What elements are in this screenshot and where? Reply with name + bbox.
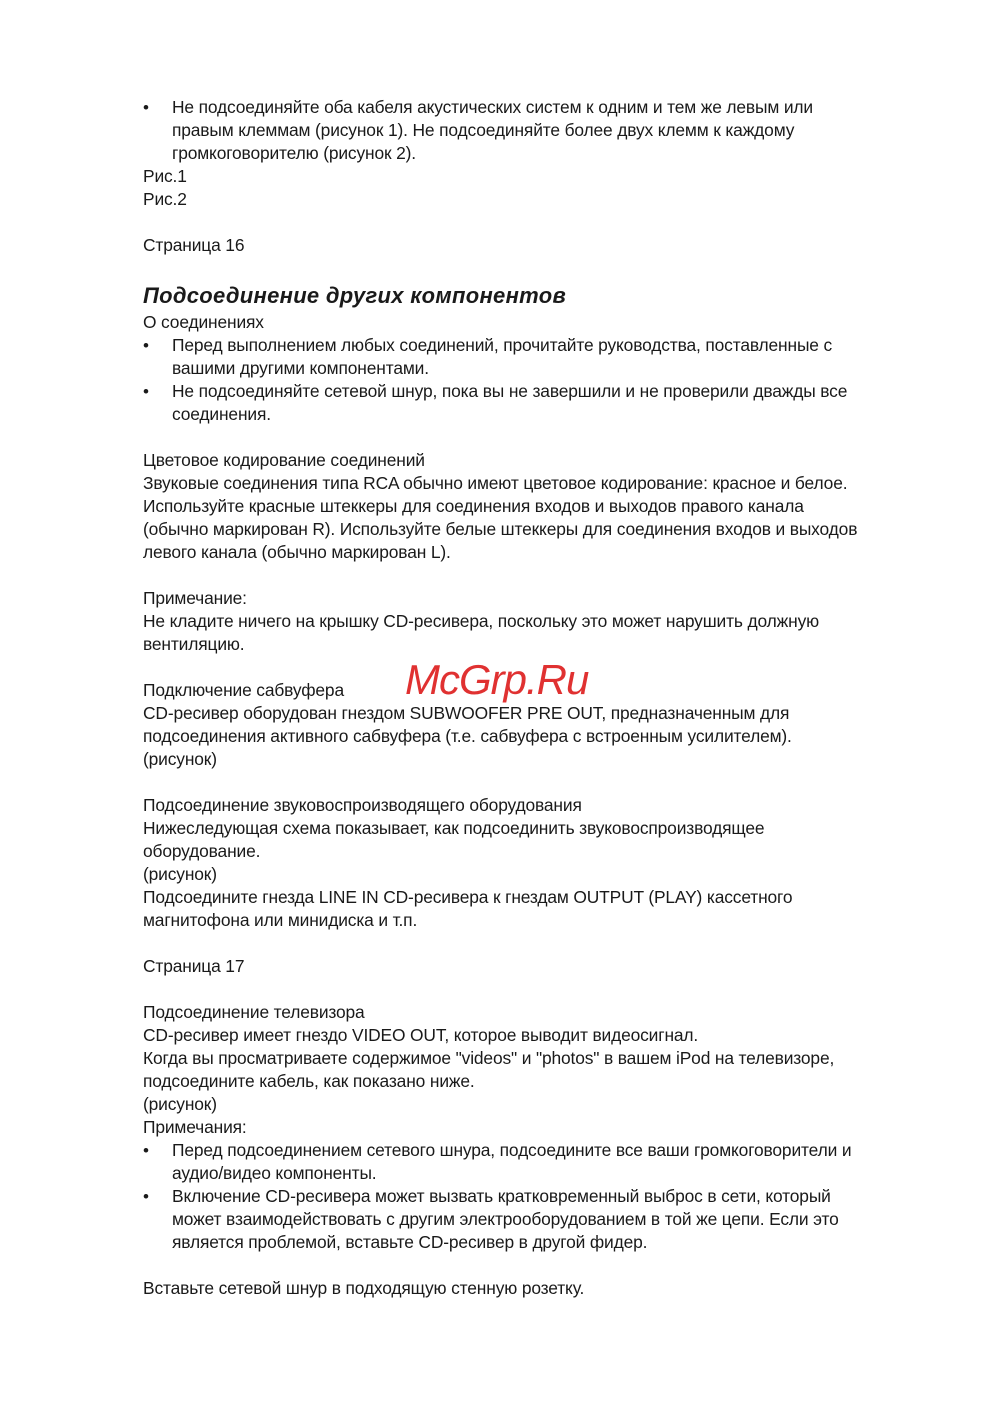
blank-line xyxy=(143,771,943,794)
bullet-icon: • xyxy=(143,98,149,117)
text-line: является проблемой, вставьте CD-ресивер в другой фидер. xyxy=(172,1232,648,1252)
paragraph xyxy=(143,165,943,211)
text-line: Подсоединение звуковоспроизводящего оборудования xyxy=(143,795,582,815)
paragraph xyxy=(143,1001,943,1139)
text-line: О соединениях xyxy=(143,312,264,332)
bullet-icon: • xyxy=(143,336,149,355)
bullet-item xyxy=(143,1139,943,1185)
text-line: Подсоедините гнезда LINE IN CD-ресивера к гнездам OUTPUT (PLAY) кассетного xyxy=(143,887,793,907)
text-line: (рисунок) xyxy=(143,864,217,884)
blank-line xyxy=(143,257,943,280)
blank-line xyxy=(143,978,943,1001)
text-line: вентиляцию. xyxy=(143,634,245,654)
text-line: Не подсоединяйте оба кабеля акустических систем к одним и тем же левым или xyxy=(172,97,813,117)
text-line: может взаимодействовать с другим электрооборудованием в той же цепи. Если это xyxy=(172,1209,839,1229)
text-line: (обычно маркирован R). Используйте белые штеккеры для соединения входов и выходов xyxy=(143,519,858,539)
text-line: CD-ресивер имеет гнездо VIDEO OUT, которое выводит видеосигнал. xyxy=(143,1025,699,1045)
text-line: правым клеммам (рисунок 1). Не подсоединяйте более двух клемм к каждому xyxy=(172,120,795,140)
text-line: (рисунок) xyxy=(143,1094,217,1114)
blank-line xyxy=(143,426,943,449)
text-line: Подсоединение телевизора xyxy=(143,1002,365,1022)
paragraph xyxy=(143,1277,943,1300)
text-line: Примечание: xyxy=(143,588,247,608)
paragraph xyxy=(143,794,943,932)
text-line: Включение CD-ресивера может вызвать кратковременный выброс в сети, который xyxy=(172,1186,831,1206)
watermark-logo: McGrp.Ru xyxy=(405,656,589,703)
paragraph xyxy=(143,449,943,564)
text-line: подсоединения активного сабвуфера (т.е. сабвуфера с встроенным усилителем). xyxy=(143,726,792,746)
text-line: вашими другими компонентами. xyxy=(172,358,429,378)
bullet-item xyxy=(143,1185,943,1254)
bullet-icon: • xyxy=(143,1141,149,1160)
text-line: левого канала (обычно маркирован L). xyxy=(143,542,451,562)
paragraph xyxy=(143,311,943,334)
text-line: громкоговорителю (рисунок 2). xyxy=(172,143,416,163)
paragraph xyxy=(143,955,943,978)
text-line: Рис.1 xyxy=(143,166,187,186)
text-line: Не подсоединяйте сетевой шнур, пока вы не завершили и не проверили дважды все xyxy=(172,381,848,401)
text-line: Используйте красные штеккеры для соединения входов и выходов правого канала xyxy=(143,496,804,516)
bullet-item xyxy=(143,380,943,426)
text-line: Не кладите ничего на крышку CD-ресивера, поскольку это может нарушить должную xyxy=(143,611,820,631)
text-line: (рисунок) xyxy=(143,749,217,769)
blank-line xyxy=(143,211,943,234)
text-line: аудио/видео компоненты. xyxy=(172,1163,377,1183)
blank-line xyxy=(143,1254,943,1277)
text-line: Рис.2 xyxy=(143,189,187,209)
text-line: подсоедините кабель, как показано ниже. xyxy=(143,1071,475,1091)
text-line: Примечания: xyxy=(143,1117,247,1137)
section-heading: Подсоединение других компонентов xyxy=(143,283,567,308)
text-line: CD-ресивер оборудован гнездом SUBWOOFER PRE OUT, предназначенным для xyxy=(143,703,790,723)
text-line: оборудование. xyxy=(143,841,261,861)
text-line: Звуковые соединения типа RCA обычно имеют цветовое кодирование: красное и белое. xyxy=(143,473,848,493)
text-line: Когда вы просматриваете содержимое "videos" и "photos" в вашем iPod на телевизоре, xyxy=(143,1048,835,1068)
paragraph xyxy=(143,587,943,656)
text-line: соединения. xyxy=(172,404,271,424)
text-line: Страница 16 xyxy=(143,235,245,255)
blank-line xyxy=(143,564,943,587)
text-line: Страница 17 xyxy=(143,956,245,976)
text-line: Перед выполнением любых соединений, прочитайте руководства, поставленные с xyxy=(172,335,833,355)
text-line: магнитофона или минидиска и т.п. xyxy=(143,910,418,930)
text-line: Нижеследующая схема показывает, как подсоединить звуковоспроизводящее xyxy=(143,818,765,838)
text-line: Вставьте сетевой шнур в подходящую стенную розетку. xyxy=(143,1278,585,1298)
bullet-item xyxy=(143,96,943,165)
paragraph xyxy=(143,234,943,257)
text-line: Цветовое кодирование соединений xyxy=(143,450,425,470)
text-line: Перед подсоединением сетевого шнура, подсоедините все ваши громкоговорители и xyxy=(172,1140,852,1160)
bullet-item xyxy=(143,334,943,380)
bullet-icon: • xyxy=(143,1187,149,1206)
bullet-icon: • xyxy=(143,382,149,401)
text-line: Подключение сабвуфера xyxy=(143,680,344,700)
blank-line xyxy=(143,932,943,955)
